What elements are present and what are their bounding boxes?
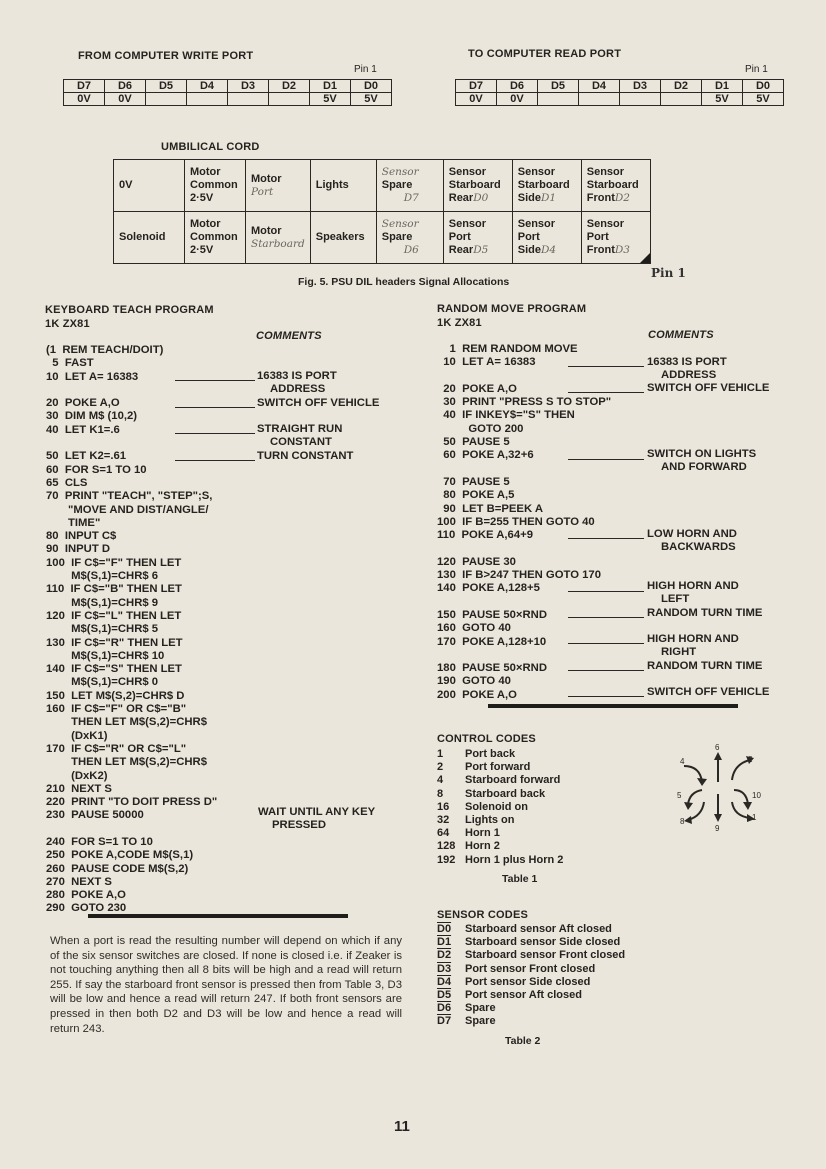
code-value: 8 bbox=[437, 787, 444, 800]
code-description: Horn 1 bbox=[465, 827, 500, 840]
program-line: 170 IF C$="R" OR C$="L" bbox=[46, 742, 187, 755]
bit-value-cell bbox=[620, 93, 661, 106]
umbilical-table bbox=[113, 159, 651, 264]
comment-right: RIGHT bbox=[661, 646, 697, 658]
program-line: 100 IF B=255 THEN GOTO 40 bbox=[437, 515, 595, 528]
comment-left: LEFT bbox=[661, 593, 690, 605]
program-line: 230 PAUSE 50000 bbox=[46, 809, 144, 822]
bit-value-cell bbox=[146, 93, 187, 106]
umb-cell: 0V bbox=[114, 160, 185, 212]
umb-cell bbox=[512, 212, 581, 264]
code-value: 32 bbox=[437, 813, 450, 826]
bit-value-cell bbox=[661, 93, 702, 106]
umb-cell bbox=[512, 160, 581, 212]
program-line: 110 POKE A,64+9 bbox=[437, 529, 533, 542]
read-port-table bbox=[455, 79, 784, 106]
umbilical-title: UMBILICAL CORD bbox=[161, 141, 260, 153]
bit-value-cell: 0V bbox=[105, 93, 146, 106]
write-pin1-label: Pin 1 bbox=[354, 64, 377, 75]
code-description: Port forward bbox=[465, 761, 531, 774]
leader-line bbox=[568, 591, 644, 592]
bit-value-cell bbox=[579, 93, 620, 106]
read-bits-row bbox=[456, 80, 784, 93]
bit-label-cell: D1 bbox=[310, 80, 351, 93]
arc-right-turn bbox=[734, 790, 748, 804]
handwritten-d2: D2 bbox=[614, 192, 630, 204]
code-description: Spare bbox=[465, 1015, 496, 1028]
write-port-table bbox=[63, 79, 392, 106]
bit-label-cell: D6 bbox=[105, 80, 146, 93]
program-line: 50 LET K2=.61 bbox=[46, 450, 127, 463]
handwritten-d7: D7 bbox=[403, 192, 419, 204]
program-line: 220 PRINT "TO DOIT PRESS D" bbox=[46, 796, 218, 809]
bit-value-cell bbox=[187, 93, 228, 106]
comment-and-forward: AND FORWARD bbox=[661, 461, 747, 473]
arc-left-turn bbox=[688, 790, 702, 804]
code-value: 2 bbox=[437, 761, 444, 774]
keyboard-program-subtitle: 1K ZX81 bbox=[45, 318, 90, 330]
program-line: 130 IF C$="R" THEN LET bbox=[46, 636, 183, 649]
code-value: D4 bbox=[437, 975, 452, 988]
code-row bbox=[437, 1002, 625, 1015]
comment-switch-off: SWITCH OFF VEHICLE bbox=[257, 397, 380, 409]
umb-cell bbox=[376, 212, 443, 264]
umb-sensor-label: Sensor Port Front bbox=[586, 218, 625, 256]
comment-constant: CONSTANT bbox=[270, 436, 332, 448]
bit-label-cell: D2 bbox=[661, 80, 702, 93]
program-line bbox=[46, 384, 217, 397]
program-line: 110 IF C$="B" THEN LET bbox=[46, 583, 182, 596]
code-row bbox=[437, 814, 563, 827]
umb-spare: Spare bbox=[381, 231, 413, 243]
program-line: 150 PAUSE 50×RND bbox=[437, 608, 547, 621]
handwritten-sensor: Sensor bbox=[381, 218, 419, 230]
diagram-label: 9 bbox=[715, 824, 720, 832]
code-row bbox=[437, 840, 563, 853]
handwritten-d6: D6 bbox=[403, 244, 419, 256]
program-line bbox=[46, 437, 217, 450]
keyboard-comments-heading: COMMENTS bbox=[256, 330, 322, 342]
program-line: 200 POKE A,O bbox=[437, 688, 517, 701]
program-line: 250 POKE A,CODE M$(S,1) bbox=[46, 849, 194, 862]
arrowhead bbox=[743, 802, 752, 810]
program-line: 160 GOTO 40 bbox=[437, 622, 511, 635]
diagram-label: 6 bbox=[715, 743, 720, 752]
diagram-label: 4 bbox=[680, 757, 685, 766]
handwritten-d4: D4 bbox=[540, 244, 557, 256]
arrowhead bbox=[684, 816, 692, 824]
table1-caption: Table 1 bbox=[502, 873, 538, 885]
code-value: 4 bbox=[437, 774, 444, 787]
code-description: Solenoid on bbox=[465, 800, 528, 813]
umb-sensor-label: Sensor Starboard Rear bbox=[448, 166, 501, 204]
control-codes-list bbox=[437, 748, 563, 867]
code-row bbox=[437, 923, 625, 936]
code-row bbox=[437, 949, 625, 962]
handwritten-sensor: Sensor bbox=[381, 166, 419, 178]
leader-line bbox=[175, 407, 255, 408]
write-port-title: FROM COMPUTER WRITE PORT bbox=[78, 50, 254, 62]
code-description: Port sensor Aft closed bbox=[465, 988, 582, 1001]
program-line: 140 IF C$="S" THEN LET bbox=[46, 663, 182, 676]
diagram-label: 1 bbox=[752, 813, 757, 822]
program-line: 80 POKE A,5 bbox=[437, 489, 515, 502]
write-bits-row bbox=[64, 80, 392, 93]
comment-high-horn-right: HIGH HORN AND bbox=[647, 633, 739, 645]
program-line: 100 IF C$="F" THEN LET bbox=[46, 556, 182, 569]
read-port-title: TO COMPUTER READ PORT bbox=[468, 48, 622, 60]
bit-value-cell: 0V bbox=[64, 93, 105, 106]
program-line: 290 GOTO 230 bbox=[46, 902, 127, 915]
bit-value-cell: 5V bbox=[310, 93, 351, 106]
bit-value-cell bbox=[538, 93, 579, 106]
read-pin1-label: Pin 1 bbox=[745, 64, 768, 75]
random-program-title: RANDOM MOVE PROGRAM bbox=[437, 303, 587, 315]
code-description: Starboard back bbox=[465, 787, 546, 800]
program-line: "MOVE AND DIST/ANGLE/ bbox=[46, 503, 209, 516]
comment-lights-forward: SWITCH ON LIGHTS bbox=[647, 448, 757, 460]
keyboard-program-title: KEYBOARD TEACH PROGRAM bbox=[45, 304, 214, 316]
code-description: Starboard sensor Front closed bbox=[465, 949, 626, 962]
program-line: 240 FOR S=1 TO 10 bbox=[46, 835, 153, 848]
table2-caption: Table 2 bbox=[505, 1035, 541, 1047]
program-line: 260 PAUSE CODE M$(S,2) bbox=[46, 862, 189, 875]
diagram-label: 2 bbox=[748, 755, 753, 764]
sensor-codes-title: SENSOR CODES bbox=[437, 909, 529, 921]
umb-cell bbox=[376, 160, 443, 212]
program-line: 65 CLS bbox=[46, 476, 88, 489]
bit-label-cell: D4 bbox=[579, 80, 620, 93]
code-value: D7 bbox=[437, 1015, 452, 1028]
leader-line bbox=[568, 696, 644, 697]
code-value: D5 bbox=[437, 988, 452, 1001]
program-line bbox=[46, 823, 217, 836]
program-line: THEN LET M$(S,2)=CHR$ bbox=[46, 756, 208, 769]
program-line: 280 POKE A,O bbox=[46, 889, 126, 902]
umb-sensor-label: Sensor Port Rear bbox=[448, 218, 487, 256]
code-description: Spare bbox=[465, 1002, 496, 1015]
comment-straight-run: STRAIGHT RUN bbox=[257, 423, 343, 435]
umb-cell: Motor Common 2·5V bbox=[185, 160, 246, 212]
bit-value-cell bbox=[269, 93, 310, 106]
umb-sensor-label: Sensor Port Side bbox=[517, 218, 556, 256]
program-line bbox=[437, 596, 611, 609]
program-line: 120 PAUSE 30 bbox=[437, 555, 516, 568]
umb-cell bbox=[246, 212, 311, 264]
program-line: 130 IF B>247 THEN GOTO 170 bbox=[437, 569, 601, 582]
program-line: 60 POKE A,32+6 bbox=[437, 449, 534, 462]
arrowhead bbox=[684, 802, 693, 810]
code-description: Horn 2 bbox=[465, 840, 500, 853]
program-line: M$(S,1)=CHR$ 9 bbox=[46, 596, 159, 609]
program-line: 140 POKE A,128+5 bbox=[437, 582, 540, 595]
comment-random-turn: RANDOM TURN TIME bbox=[647, 607, 763, 619]
program-line: (DxK1) bbox=[46, 729, 108, 742]
code-description: Port sensor Side closed bbox=[465, 975, 591, 988]
handwritten-d0: D0 bbox=[473, 192, 489, 204]
program-line: 30 PRINT "PRESS S TO STOP" bbox=[437, 396, 612, 409]
code-row bbox=[437, 748, 563, 761]
handwritten-d5: D5 bbox=[473, 244, 489, 256]
umb-motor: Motor bbox=[251, 172, 282, 185]
code-value: D1 bbox=[437, 936, 452, 949]
program-line: 20 POKE A,O bbox=[437, 382, 517, 395]
leader-line bbox=[175, 460, 255, 461]
code-value: D3 bbox=[437, 962, 452, 975]
comment-low-horn: LOW HORN AND bbox=[647, 528, 737, 540]
comment-random-turn: RANDOM TURN TIME bbox=[647, 660, 763, 672]
handwritten-d3: D3 bbox=[614, 244, 630, 256]
code-row bbox=[437, 801, 563, 814]
diagram-label: 10 bbox=[752, 791, 761, 800]
program-line: (DxK2) bbox=[46, 769, 108, 782]
program-line: 160 IF C$="F" OR C$="B" bbox=[46, 703, 187, 716]
program-line: 90 LET B=PEEK A bbox=[437, 502, 543, 515]
umb-cell bbox=[443, 160, 512, 212]
bit-label-cell: D0 bbox=[351, 80, 392, 93]
code-description: Starboard forward bbox=[465, 774, 561, 787]
program-line: M$(S,1)=CHR$ 6 bbox=[46, 570, 159, 583]
code-description: Starboard sensor Aft closed bbox=[465, 923, 612, 935]
code-description: Port back bbox=[465, 748, 516, 760]
handwritten-pin1: Pin 1 bbox=[651, 266, 686, 280]
arrowhead-up bbox=[714, 752, 722, 760]
program-line bbox=[437, 463, 611, 476]
program-line: M$(S,1)=CHR$ 0 bbox=[46, 676, 159, 689]
program-line bbox=[437, 542, 611, 555]
code-value: 64 bbox=[437, 827, 450, 840]
comment-address: ADDRESS bbox=[661, 369, 717, 381]
program-line bbox=[437, 649, 611, 662]
program-line: 80 INPUT C$ bbox=[46, 530, 117, 543]
bit-label-cell: D6 bbox=[497, 80, 538, 93]
write-values-row bbox=[64, 93, 392, 106]
program-line: 70 PRINT "TEACH", "STEP";S, bbox=[46, 490, 213, 503]
leader-line bbox=[568, 670, 644, 671]
leader-line bbox=[568, 617, 644, 618]
program-line: 40 LET K1=.6 bbox=[46, 423, 120, 436]
code-row bbox=[437, 1015, 625, 1028]
handwritten-d1: D1 bbox=[540, 192, 557, 204]
bit-label-cell: D3 bbox=[228, 80, 269, 93]
umb-cell bbox=[581, 160, 650, 212]
arrowhead-down bbox=[714, 814, 722, 822]
program-line: 40 IF INKEY$="S" THEN bbox=[437, 409, 575, 422]
program-line: GOTO 200 bbox=[437, 422, 524, 435]
leader-line bbox=[568, 643, 644, 644]
bit-label-cell: D1 bbox=[702, 80, 743, 93]
handwritten-starboard: Starboard bbox=[251, 237, 305, 250]
comment-port-address: 16383 IS PORT bbox=[257, 370, 337, 382]
explanation-paragraph: When a port is read the resulting number will depend on which if any of the six sensor switches are closed. If none is closed i.e. if Zeaker is not touching anything then all 8 bits will be high and a read will return 255. If say the starboard front sensor is pressed then from Table 3, D3 will be low and hence a read will return 247. If both front sensors are pressed in then both D2 and D3 will be low and hence a read will return 243. bbox=[50, 935, 402, 1035]
umb-motor: Motor bbox=[251, 224, 282, 237]
umbilical-row-1 bbox=[114, 160, 651, 212]
code-row bbox=[437, 936, 625, 949]
program-line: 120 IF C$="L" THEN LET bbox=[46, 609, 182, 622]
keyboard-program-listing bbox=[46, 344, 217, 916]
leader-line bbox=[175, 433, 255, 434]
program-line: 270 NEXT S bbox=[46, 875, 112, 888]
comment-port-address: 16383 IS PORT bbox=[647, 356, 727, 368]
bit-value-cell: 0V bbox=[456, 93, 497, 106]
program-line: 150 LET M$(S,2)=CHR$ D bbox=[46, 689, 185, 702]
leader-line bbox=[568, 366, 644, 367]
umb-sensor-label: Sensor Starboard Side bbox=[517, 166, 570, 204]
bit-value-cell: 0V bbox=[497, 93, 538, 106]
program-line: 90 INPUT D bbox=[46, 543, 111, 556]
program-line: 50 PAUSE 5 bbox=[437, 436, 510, 449]
code-row bbox=[437, 854, 563, 867]
program-line: 210 NEXT S bbox=[46, 782, 112, 795]
leader-line bbox=[568, 538, 644, 539]
umb-cell: Lights bbox=[310, 160, 376, 212]
program-line: 10 LET A= 16383 bbox=[437, 356, 536, 369]
umbilical-row-2 bbox=[114, 212, 651, 264]
leader-line bbox=[568, 392, 644, 393]
bit-value-cell: 5V bbox=[743, 93, 784, 106]
sensor-codes-list bbox=[437, 923, 625, 1029]
bit-label-cell: D5 bbox=[538, 80, 579, 93]
code-row bbox=[437, 976, 625, 989]
comment-address: ADDRESS bbox=[270, 383, 326, 395]
pin1-corner-marker bbox=[640, 253, 650, 263]
program-line: 5 FAST bbox=[46, 357, 94, 370]
code-row bbox=[437, 761, 563, 774]
umb-spare: Spare bbox=[381, 179, 413, 191]
program-line: 10 LET A= 16383 bbox=[46, 370, 139, 383]
program-line: 190 GOTO 40 bbox=[437, 675, 511, 688]
code-value: 128 bbox=[437, 840, 456, 853]
code-row bbox=[437, 774, 563, 787]
program-line: 60 FOR S=1 TO 10 bbox=[46, 463, 147, 476]
diagram-label: 5 bbox=[677, 791, 682, 800]
control-codes-title: CONTROL CODES bbox=[437, 733, 536, 745]
comment-backwards: BACKWARDS bbox=[661, 541, 736, 553]
program-line: 70 PAUSE 5 bbox=[437, 475, 510, 488]
code-row bbox=[437, 827, 563, 840]
bit-label-cell: D5 bbox=[146, 80, 187, 93]
comment-switch-off-end: SWITCH OFF VEHICLE bbox=[647, 686, 770, 698]
bit-label-cell: D2 bbox=[269, 80, 310, 93]
program-line: M$(S,1)=CHR$ 10 bbox=[46, 649, 165, 662]
figure-caption: Fig. 5. PSU DIL headers Signal Allocations bbox=[298, 276, 510, 288]
diagram-label: 8 bbox=[680, 817, 685, 826]
page-number: 11 bbox=[394, 1118, 410, 1135]
bit-label-cell: D3 bbox=[620, 80, 661, 93]
comment-high-horn-left: HIGH HORN AND bbox=[647, 580, 739, 592]
bit-label-cell: D7 bbox=[64, 80, 105, 93]
bit-value-cell: 5V bbox=[351, 93, 392, 106]
comment-switch-off: SWITCH OFF VEHICLE bbox=[647, 382, 770, 394]
code-row bbox=[437, 989, 625, 1002]
random-comments-heading: COMMENTS bbox=[648, 329, 714, 341]
umb-cell: Motor Common 2·5V bbox=[185, 212, 246, 264]
program-line: 170 POKE A,128+10 bbox=[437, 635, 547, 648]
bit-value-cell bbox=[228, 93, 269, 106]
code-description: Port sensor Front closed bbox=[465, 962, 596, 975]
arrowhead bbox=[697, 778, 707, 786]
program-line: (1 REM TEACH/DOIT) bbox=[46, 344, 164, 356]
bit-value-cell: 5V bbox=[702, 93, 743, 106]
leader-line bbox=[175, 380, 255, 381]
read-values-row bbox=[456, 93, 784, 106]
code-row bbox=[437, 963, 625, 976]
comment-wait: WAIT UNTIL ANY KEY bbox=[258, 806, 376, 818]
program-line: M$(S,1)=CHR$ 5 bbox=[46, 623, 159, 636]
code-value: 192 bbox=[437, 853, 456, 866]
umb-sensor-label: Sensor Starboard Front bbox=[586, 166, 639, 204]
code-value: 1 bbox=[437, 748, 444, 760]
code-description: Starboard sensor Side closed bbox=[465, 936, 621, 949]
program-line: 180 PAUSE 50×RND bbox=[437, 662, 547, 675]
code-value: 16 bbox=[437, 800, 450, 813]
code-value: D0 bbox=[437, 923, 452, 935]
program-line bbox=[437, 370, 611, 383]
comment-turn-constant: TURN CONSTANT bbox=[257, 450, 354, 462]
direction-diagram bbox=[672, 742, 782, 832]
handwritten-port: Port bbox=[251, 185, 274, 198]
program-line: TIME" bbox=[46, 516, 101, 529]
code-description: Lights on bbox=[465, 813, 515, 826]
leader-line bbox=[568, 459, 644, 460]
program-line: 20 POKE A,O bbox=[46, 397, 120, 410]
keyboard-end-rule bbox=[88, 914, 348, 918]
program-line: 30 DIM M$ (10,2) bbox=[46, 410, 138, 423]
program-line: THEN LET M$(S,2)=CHR$ bbox=[46, 716, 208, 729]
bit-label-cell: D4 bbox=[187, 80, 228, 93]
umb-cell bbox=[246, 160, 311, 212]
random-program-subtitle: 1K ZX81 bbox=[437, 317, 482, 329]
umb-cell bbox=[581, 212, 650, 264]
comment-pressed: PRESSED bbox=[272, 819, 326, 831]
random-program-listing bbox=[437, 343, 611, 702]
code-description: Horn 1 plus Horn 2 bbox=[465, 853, 564, 866]
bit-label-cell: D7 bbox=[456, 80, 497, 93]
program-line: 1 REM RANDOM MOVE bbox=[437, 343, 578, 355]
code-row bbox=[437, 788, 563, 801]
umb-cell: Speakers bbox=[310, 212, 376, 264]
umb-cell bbox=[443, 212, 512, 264]
random-end-rule bbox=[488, 704, 738, 708]
code-value: D6 bbox=[437, 1002, 452, 1015]
code-value: D2 bbox=[437, 949, 452, 962]
umb-cell: Solenoid bbox=[114, 212, 185, 264]
bit-label-cell: D0 bbox=[743, 80, 784, 93]
